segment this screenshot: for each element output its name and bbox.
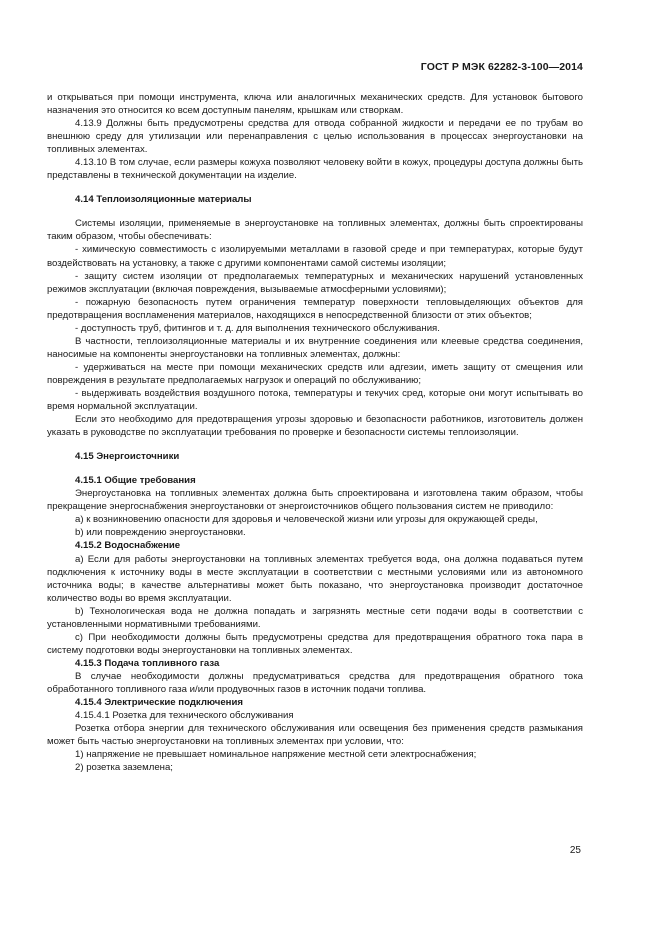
paragraph: a) Если для работы энергоустановки на топливных элементах требуется вода, она должна подаваться путем подключения к источнику воды в месте эксплуатации в соответствии с местными условиями или из автономного источника воды; в качестве альтернативы может быть показано, что энергоустановка производит достаточное количество воды во время эксплуатации. <box>47 553 583 604</box>
paragraph: b) Технологическая вода не должна попадать и загрязнять местные сети подачи воды в соответствии с установленными нормативными требованиями. <box>47 605 583 630</box>
paragraph: c) При необходимости должны быть предусмотрены средства для предотвращения обратного тока пара в систему подготовки воды энергоустановки на топливных элементах. <box>47 631 583 656</box>
paragraph: 4.13.10 В том случае, если размеры кожуха позволяют человеку войти в кожух, процедуры доступа должны быть представлены в технической документации на изделие. <box>47 157 583 182</box>
section-heading: 4.15.4 Электрические подключения <box>75 697 243 709</box>
paragraph: Если это необходимо для предотвращения угрозы здоровью и безопасности работников, изготовитель должен указать в руководстве по эксплуатации требования по проверке и безопасности системы теплоизоляции. <box>47 414 583 439</box>
paragraph: 2) розетка заземлена; <box>75 762 173 774</box>
document-body <box>47 91 583 774</box>
page-number: 25 <box>569 845 581 856</box>
section-heading: 4.15 Энергоисточники <box>75 451 180 463</box>
paragraph: - пожарную безопасность путем ограничения температур поверхности тепловыделяющих объектов для предотвращения воспламенения материалов, находящихся в непосредственной близости от этих объектов; <box>47 296 583 321</box>
paragraph: - доступность труб, фитингов и т. д. для выполнения технического обслуживания. <box>75 322 440 334</box>
paragraph: - удерживаться на месте при помощи механических средств или адгезии, иметь защиту от смещения или повреждения в результате предполагаемых нагрузок и операций по обслуживанию; <box>47 361 583 386</box>
paragraph: a) к возникновению опасности для здоровья и человеческой жизни или угрозы для окружающей среды, <box>75 514 538 526</box>
paragraph: - химическую совместимость с изолируемыми металлами в газовой среде и при температурах, которые будут воздействовать на установку, а также с другими компонентами самой системы изоляции; <box>47 244 583 269</box>
section-heading: 4.15.3 Подача топливного газа <box>75 657 220 669</box>
paragraph: Системы изоляции, применяемые в энергоустановке на топливных элементах, должны быть спроектированы таким образом, чтобы обеспечивать: <box>47 218 583 243</box>
paragraph: 1) напряжение не превышает номинальное напряжение местной сети электроснабжения; <box>75 749 477 761</box>
paragraph: Розетка отбора энергии для технического обслуживания или освещения без применения средств размыкания может быть частью энергоустановки на топливных элементах при условии, что: <box>47 723 583 748</box>
paragraph: b) или повреждению энергоустановки. <box>75 527 246 539</box>
section-heading: 4.14 Теплоизоляционные материалы <box>75 194 252 206</box>
paragraph: Энергоустановка на топливных элементах должна быть спроектирована и изготовлена таким образом, чтобы прекращение энергоснабжения энергоустановки от энергоисточников общего пользования систем не приводило: <box>47 488 583 513</box>
spacer <box>47 206 583 217</box>
paragraph: В случае необходимости должны предусматриваться средства для предотвращения обратного тока обработанного топливного газа и/или продувочных газов в источник подачи топлива. <box>47 670 583 695</box>
paragraph: 4.13.9 Должны быть предусмотрены средства для отвода собранной жидкости и передачи ее по трубам во внешнюю среду для утилизации или перенаправления с целью использования в процессах энергоустановки на топливных элементах. <box>47 118 583 156</box>
spacer <box>47 439 583 450</box>
paragraph: В частности, теплоизоляционные материалы и их внутренние соединения или клеевые средства соединения, наносимые на компоненты энергоустановки на топливных элементах, должны: <box>47 335 583 360</box>
paragraph: - защиту систем изоляции от предполагаемых температурных и механических нарушений установленных режимов эксплуатации (включая повреждения, вызываемые атмосферными условиями); <box>47 270 583 295</box>
section-heading: 4.15.2 Водоснабжение <box>75 540 181 552</box>
section-heading: 4.15.1 Общие требования <box>75 475 196 487</box>
paragraph: и открываться при помощи инструмента, ключа или аналогичных механических средств. Для установок бытового назначения это относится ко всем доступным панелям, крышкам или створкам. <box>47 92 583 117</box>
paragraph: - выдерживать воздействия воздушного потока, температуры и текучих сред, которые они могут испытывать во время нормальной эксплуатации. <box>47 387 583 413</box>
paragraph: 4.15.4.1 Розетка для технического обслуживания <box>75 710 294 722</box>
spacer <box>47 182 583 193</box>
spacer <box>47 463 583 474</box>
document-code: ГОСТ Р МЭК 62282-3-100—2014 <box>420 61 583 73</box>
